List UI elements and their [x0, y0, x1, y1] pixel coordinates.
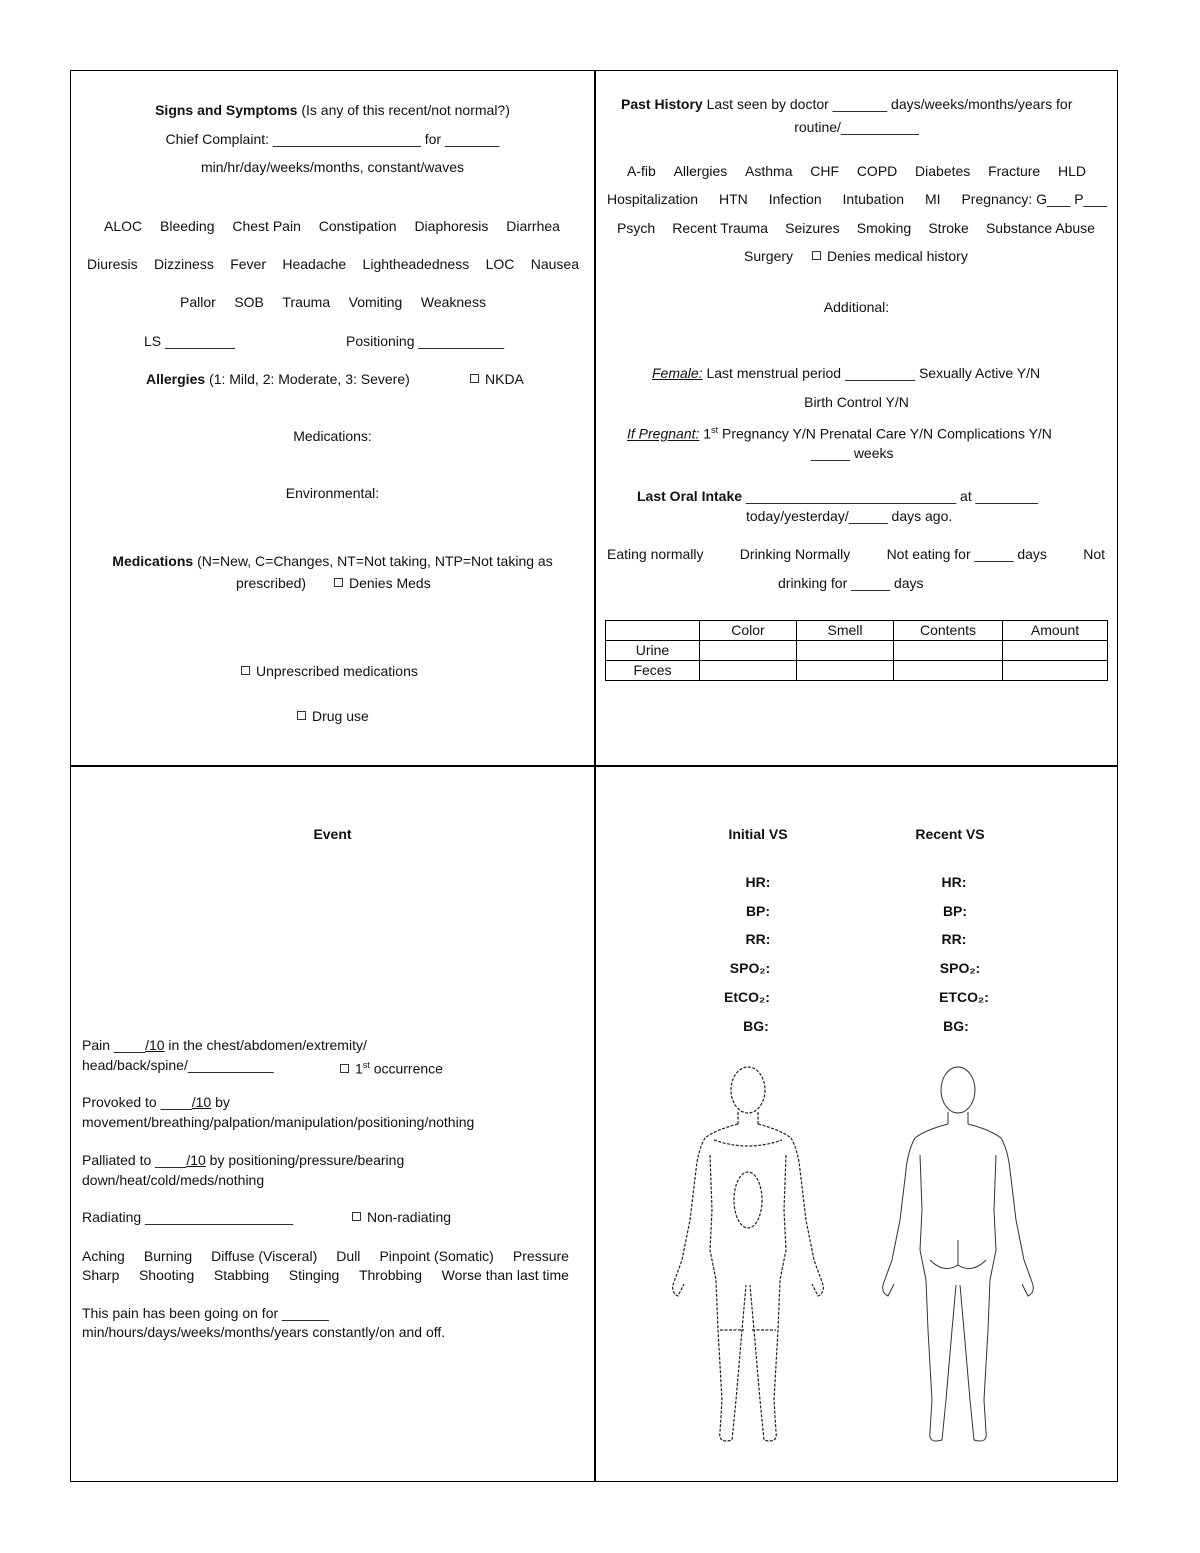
- recent-vs-bg[interactable]: BG:: [943, 1018, 969, 1034]
- history-option[interactable]: Pregnancy: G___ P___: [961, 191, 1107, 207]
- initial-vs-rr[interactable]: RR:: [745, 931, 771, 947]
- initial-vs-bg[interactable]: BG:: [743, 1018, 769, 1034]
- sas-heading-line: [72, 101, 593, 119]
- table-header-row: [606, 621, 1108, 641]
- symptom-option[interactable]: Dizziness: [153, 256, 214, 272]
- quality-row-1: [82, 1247, 569, 1265]
- symptom-option[interactable]: Weakness: [420, 294, 486, 310]
- history-option[interactable]: Fracture: [988, 163, 1041, 179]
- quality-option[interactable]: Worse than last time: [441, 1267, 569, 1283]
- symptom-option[interactable]: Headache: [282, 256, 347, 272]
- unprescribed-checkbox[interactable]: [241, 662, 418, 680]
- palliated-scale: /10: [186, 1152, 206, 1168]
- symptom-option[interactable]: Chest Pain: [232, 218, 301, 234]
- pregnant-line: [627, 421, 1052, 443]
- symptom-option[interactable]: ALOC: [104, 218, 143, 234]
- history-option[interactable]: Seizures: [785, 220, 840, 236]
- nkda-checkbox[interactable]: [470, 370, 524, 388]
- first-occurrence-checkbox[interactable]: [340, 1056, 443, 1078]
- table-cell[interactable]: [797, 641, 894, 661]
- ls-field[interactable]: LS _________: [144, 333, 236, 349]
- quality-option[interactable]: Stabbing: [213, 1267, 270, 1283]
- first-occurrence-label: occurrence: [369, 1060, 443, 1077]
- sas-heading: Signs and Symptoms: [155, 102, 298, 118]
- drug-use-label: Drug use: [312, 708, 369, 724]
- drug-use-checkbox[interactable]: [297, 707, 369, 725]
- recent-vs-rr[interactable]: RR:: [941, 931, 967, 947]
- horizontal-divider: [70, 765, 1118, 767]
- event-heading: Event: [313, 826, 352, 842]
- first-occurrence-text: 1: [355, 1060, 363, 1077]
- quality-row-2: [82, 1266, 569, 1284]
- palliated-line-1[interactable]: [82, 1151, 404, 1169]
- history-option[interactable]: MI: [924, 191, 941, 207]
- medications-allergy-field[interactable]: Medications:: [293, 428, 372, 444]
- table-header-cell: Contents: [894, 621, 1003, 641]
- female-line: [652, 364, 1040, 382]
- pain-duration-field[interactable]: This pain has been going on for ______: [82, 1305, 329, 1321]
- history-option[interactable]: Allergies: [673, 163, 728, 179]
- history-option[interactable]: Substance Abuse: [985, 220, 1095, 236]
- checkbox-icon: [340, 1064, 349, 1073]
- sas-heading-note: (Is any of this recent/not normal?): [297, 102, 510, 118]
- history-option[interactable]: Asthma: [745, 163, 793, 179]
- body-back-diagram[interactable]: [870, 1060, 1050, 1450]
- table-row: [606, 661, 1108, 681]
- additional-field[interactable]: Additional:: [823, 299, 890, 315]
- drinking-for-field[interactable]: drinking for _____ days: [778, 575, 924, 591]
- table-cell[interactable]: [1003, 641, 1108, 661]
- pain-duration-options[interactable]: min/hours/days/weeks/months/years constantly/on and off.: [82, 1324, 446, 1340]
- eating-option[interactable]: Drinking Normally: [739, 546, 851, 562]
- non-radiating-checkbox[interactable]: [352, 1208, 451, 1226]
- pregnant-text: 1: [699, 425, 712, 442]
- quality-option[interactable]: Sharp: [82, 1267, 120, 1283]
- history-option[interactable]: Diabetes: [915, 163, 971, 179]
- table-cell[interactable]: [894, 641, 1003, 661]
- initial-vs-hr[interactable]: HR:: [745, 874, 771, 890]
- denies-history-label: Denies medical history: [827, 248, 968, 264]
- chief-complaint-field[interactable]: Chief Complaint: ___________________ for _______: [165, 131, 500, 147]
- recent-vs-etco2[interactable]: ETCO₂:: [939, 989, 989, 1005]
- initial-vs-spo2[interactable]: SPO₂:: [729, 960, 771, 976]
- unprescribed-label: Unprescribed medications: [256, 663, 418, 679]
- history-option[interactable]: Infection: [768, 191, 822, 207]
- eating-option[interactable]: Not eating for _____ days: [886, 546, 1047, 562]
- provoked-by: by: [211, 1094, 230, 1110]
- initial-vs-etco2[interactable]: EtCO₂:: [724, 989, 770, 1005]
- quality-option[interactable]: Stinging: [288, 1267, 340, 1283]
- pregnant-fields[interactable]: Pregnancy Y/N Prenatal Care Y/N Complications Y/N: [718, 425, 1052, 442]
- last-oral-label: Last Oral Intake: [637, 488, 743, 504]
- quality-option[interactable]: Diffuse (Visceral): [211, 1248, 318, 1264]
- last-oral-line: [637, 487, 1038, 505]
- symptom-option[interactable]: Diaphoresis: [414, 218, 489, 234]
- history-option[interactable]: Psych: [617, 220, 656, 236]
- denies-meds-label: Denies Meds: [349, 575, 431, 591]
- routine-field[interactable]: routine/__________: [794, 119, 919, 135]
- table-cell[interactable]: [700, 661, 797, 681]
- radiating-field[interactable]: Radiating ___________________: [82, 1209, 293, 1225]
- pain-line-2[interactable]: head/back/spine/___________: [82, 1057, 274, 1073]
- table-header-cell: Amount: [1003, 621, 1108, 641]
- superscript: st: [711, 425, 719, 435]
- birth-control-field[interactable]: Birth Control Y/N: [804, 394, 909, 410]
- checkbox-icon: [241, 666, 250, 675]
- checkbox-icon: [470, 374, 479, 383]
- female-label: Female:: [652, 365, 703, 381]
- palliated-text: Palliated to ____: [82, 1152, 187, 1168]
- pain-text: Pain ____: [82, 1037, 146, 1053]
- history-option[interactable]: Stroke: [928, 220, 969, 236]
- initial-vs-heading: Initial VS: [728, 826, 788, 842]
- medications-line: [72, 552, 593, 570]
- symptom-option[interactable]: Trauma: [282, 294, 331, 310]
- symptom-option[interactable]: LOC: [485, 256, 515, 272]
- checkbox-icon: [297, 711, 306, 720]
- non-radiating-label: Non-radiating: [367, 1209, 452, 1225]
- quality-option[interactable]: Pressure: [512, 1248, 569, 1264]
- history-option[interactable]: CHF: [810, 163, 840, 179]
- quality-option[interactable]: Shooting: [138, 1267, 195, 1283]
- table-header-cell: [606, 621, 700, 641]
- symptoms-row-2: [87, 255, 579, 273]
- body-front-diagram[interactable]: [660, 1060, 840, 1450]
- medications-note-cont: prescribed): [236, 575, 307, 591]
- eating-option[interactable]: Eating normally: [607, 546, 704, 562]
- table-header-cell: Color: [700, 621, 797, 641]
- history-option[interactable]: HLD: [1057, 163, 1086, 179]
- quality-option[interactable]: Pinpoint (Somatic): [379, 1248, 494, 1264]
- table-row-label: Feces: [606, 661, 700, 681]
- history-option[interactable]: COPD: [856, 163, 898, 179]
- last-seen-field[interactable]: Last seen by doctor _______ days/weeks/months/years for: [702, 96, 1073, 112]
- table-header-cell: Smell: [797, 621, 894, 641]
- positioning-field[interactable]: Positioning ___________: [346, 333, 505, 349]
- table-cell[interactable]: [797, 661, 894, 681]
- recent-vs-hr[interactable]: HR:: [941, 874, 967, 890]
- symptom-option[interactable]: Bleeding: [160, 218, 215, 234]
- history-heading-line: [621, 95, 1072, 113]
- quality-option[interactable]: Aching: [82, 1248, 125, 1264]
- quality-option[interactable]: Throbbing: [358, 1267, 422, 1283]
- checkbox-icon: [334, 578, 343, 587]
- last-oral-when[interactable]: today/yesterday/_____ days ago.: [746, 508, 953, 524]
- allergies-label: Allergies: [146, 371, 206, 387]
- history-option[interactable]: Hospitalization: [607, 191, 699, 207]
- checkbox-icon: [352, 1212, 361, 1221]
- palliated-line-2[interactable]: down/heat/cold/meds/nothing: [82, 1172, 265, 1188]
- allergies-note: (1: Mild, 2: Moderate, 3: Severe): [205, 371, 410, 387]
- history-option[interactable]: A-fib: [627, 163, 656, 179]
- weeks-field[interactable]: _____ weeks: [811, 445, 894, 461]
- symptom-option[interactable]: Lightheadedness: [362, 256, 470, 272]
- symptom-option[interactable]: Diarrhea: [506, 218, 560, 234]
- symptom-option[interactable]: Fever: [230, 256, 266, 272]
- provoked-text: Provoked to ____: [82, 1094, 192, 1110]
- history-row-3: [617, 219, 1095, 237]
- environmental-field[interactable]: Environmental:: [285, 485, 380, 501]
- provoked-line-1[interactable]: [82, 1093, 230, 1111]
- table-row: [606, 641, 1108, 661]
- elimination-table: [605, 620, 1108, 681]
- medications-note: (N=New, C=Changes, NT=Not taking, NTP=Not taking as: [193, 553, 553, 569]
- denies-meds-checkbox[interactable]: [334, 574, 431, 592]
- symptom-option[interactable]: Diuresis: [87, 256, 138, 272]
- provoked-line-2[interactable]: movement/breathing/palpation/manipulation/positioning/nothing: [82, 1114, 475, 1130]
- palliated-by: by positioning/pressure/bearing: [205, 1152, 405, 1168]
- complaint-duration: min/hr/day/weeks/months, constant/waves: [200, 159, 464, 175]
- history-option[interactable]: Intubation: [842, 191, 905, 207]
- symptom-option[interactable]: Constipation: [318, 218, 397, 234]
- table-cell[interactable]: [894, 661, 1003, 681]
- eating-option[interactable]: Not: [1083, 546, 1105, 562]
- symptoms-row-3: [180, 293, 486, 311]
- symptom-option[interactable]: SOB: [234, 294, 264, 310]
- pain-location: in the chest/abdomen/extremity/: [164, 1037, 367, 1053]
- table-cell[interactable]: [1003, 661, 1108, 681]
- history-heading: Past History: [621, 96, 703, 112]
- allergies-line: [146, 370, 410, 388]
- history-row-2: [607, 190, 1107, 208]
- pregnant-label: If Pregnant:: [627, 425, 700, 442]
- pain-scale: /10: [145, 1037, 165, 1053]
- eating-row: [607, 545, 1105, 563]
- quality-option[interactable]: Dull: [336, 1248, 361, 1264]
- history-option[interactable]: HTN: [718, 191, 748, 207]
- nkda-label: NKDA: [485, 371, 524, 387]
- initial-vs-bp[interactable]: BP:: [745, 903, 771, 919]
- last-oral-field[interactable]: ___________________________ at ________: [742, 488, 1038, 504]
- history-option[interactable]: Recent Trauma: [672, 220, 768, 236]
- symptom-option[interactable]: Nausea: [530, 256, 579, 272]
- symptom-option[interactable]: Pallor: [180, 294, 216, 310]
- medications-label: Medications: [112, 553, 194, 569]
- table-row-label: Urine: [606, 641, 700, 661]
- recent-vs-bp[interactable]: BP:: [942, 903, 968, 919]
- quality-option[interactable]: Burning: [143, 1248, 193, 1264]
- table-cell[interactable]: [700, 641, 797, 661]
- vertical-divider: [594, 70, 596, 1482]
- provoked-scale: /10: [191, 1094, 212, 1110]
- symptoms-row-1: [104, 217, 560, 235]
- recent-vs-heading: Recent VS: [915, 826, 985, 842]
- female-fields[interactable]: Last menstrual period _________ Sexually Active Y/N: [702, 365, 1041, 381]
- checkbox-icon: [812, 251, 821, 260]
- history-option[interactable]: Smoking: [856, 220, 912, 236]
- denies-history-checkbox[interactable]: [812, 247, 968, 265]
- history-row-1: [627, 162, 1086, 180]
- symptom-option[interactable]: Vomiting: [348, 294, 403, 310]
- recent-vs-spo2[interactable]: SPO₂:: [939, 960, 981, 976]
- pain-line-1[interactable]: [82, 1036, 367, 1054]
- superscript: st: [362, 1060, 370, 1070]
- surgery-option[interactable]: Surgery: [744, 248, 794, 264]
